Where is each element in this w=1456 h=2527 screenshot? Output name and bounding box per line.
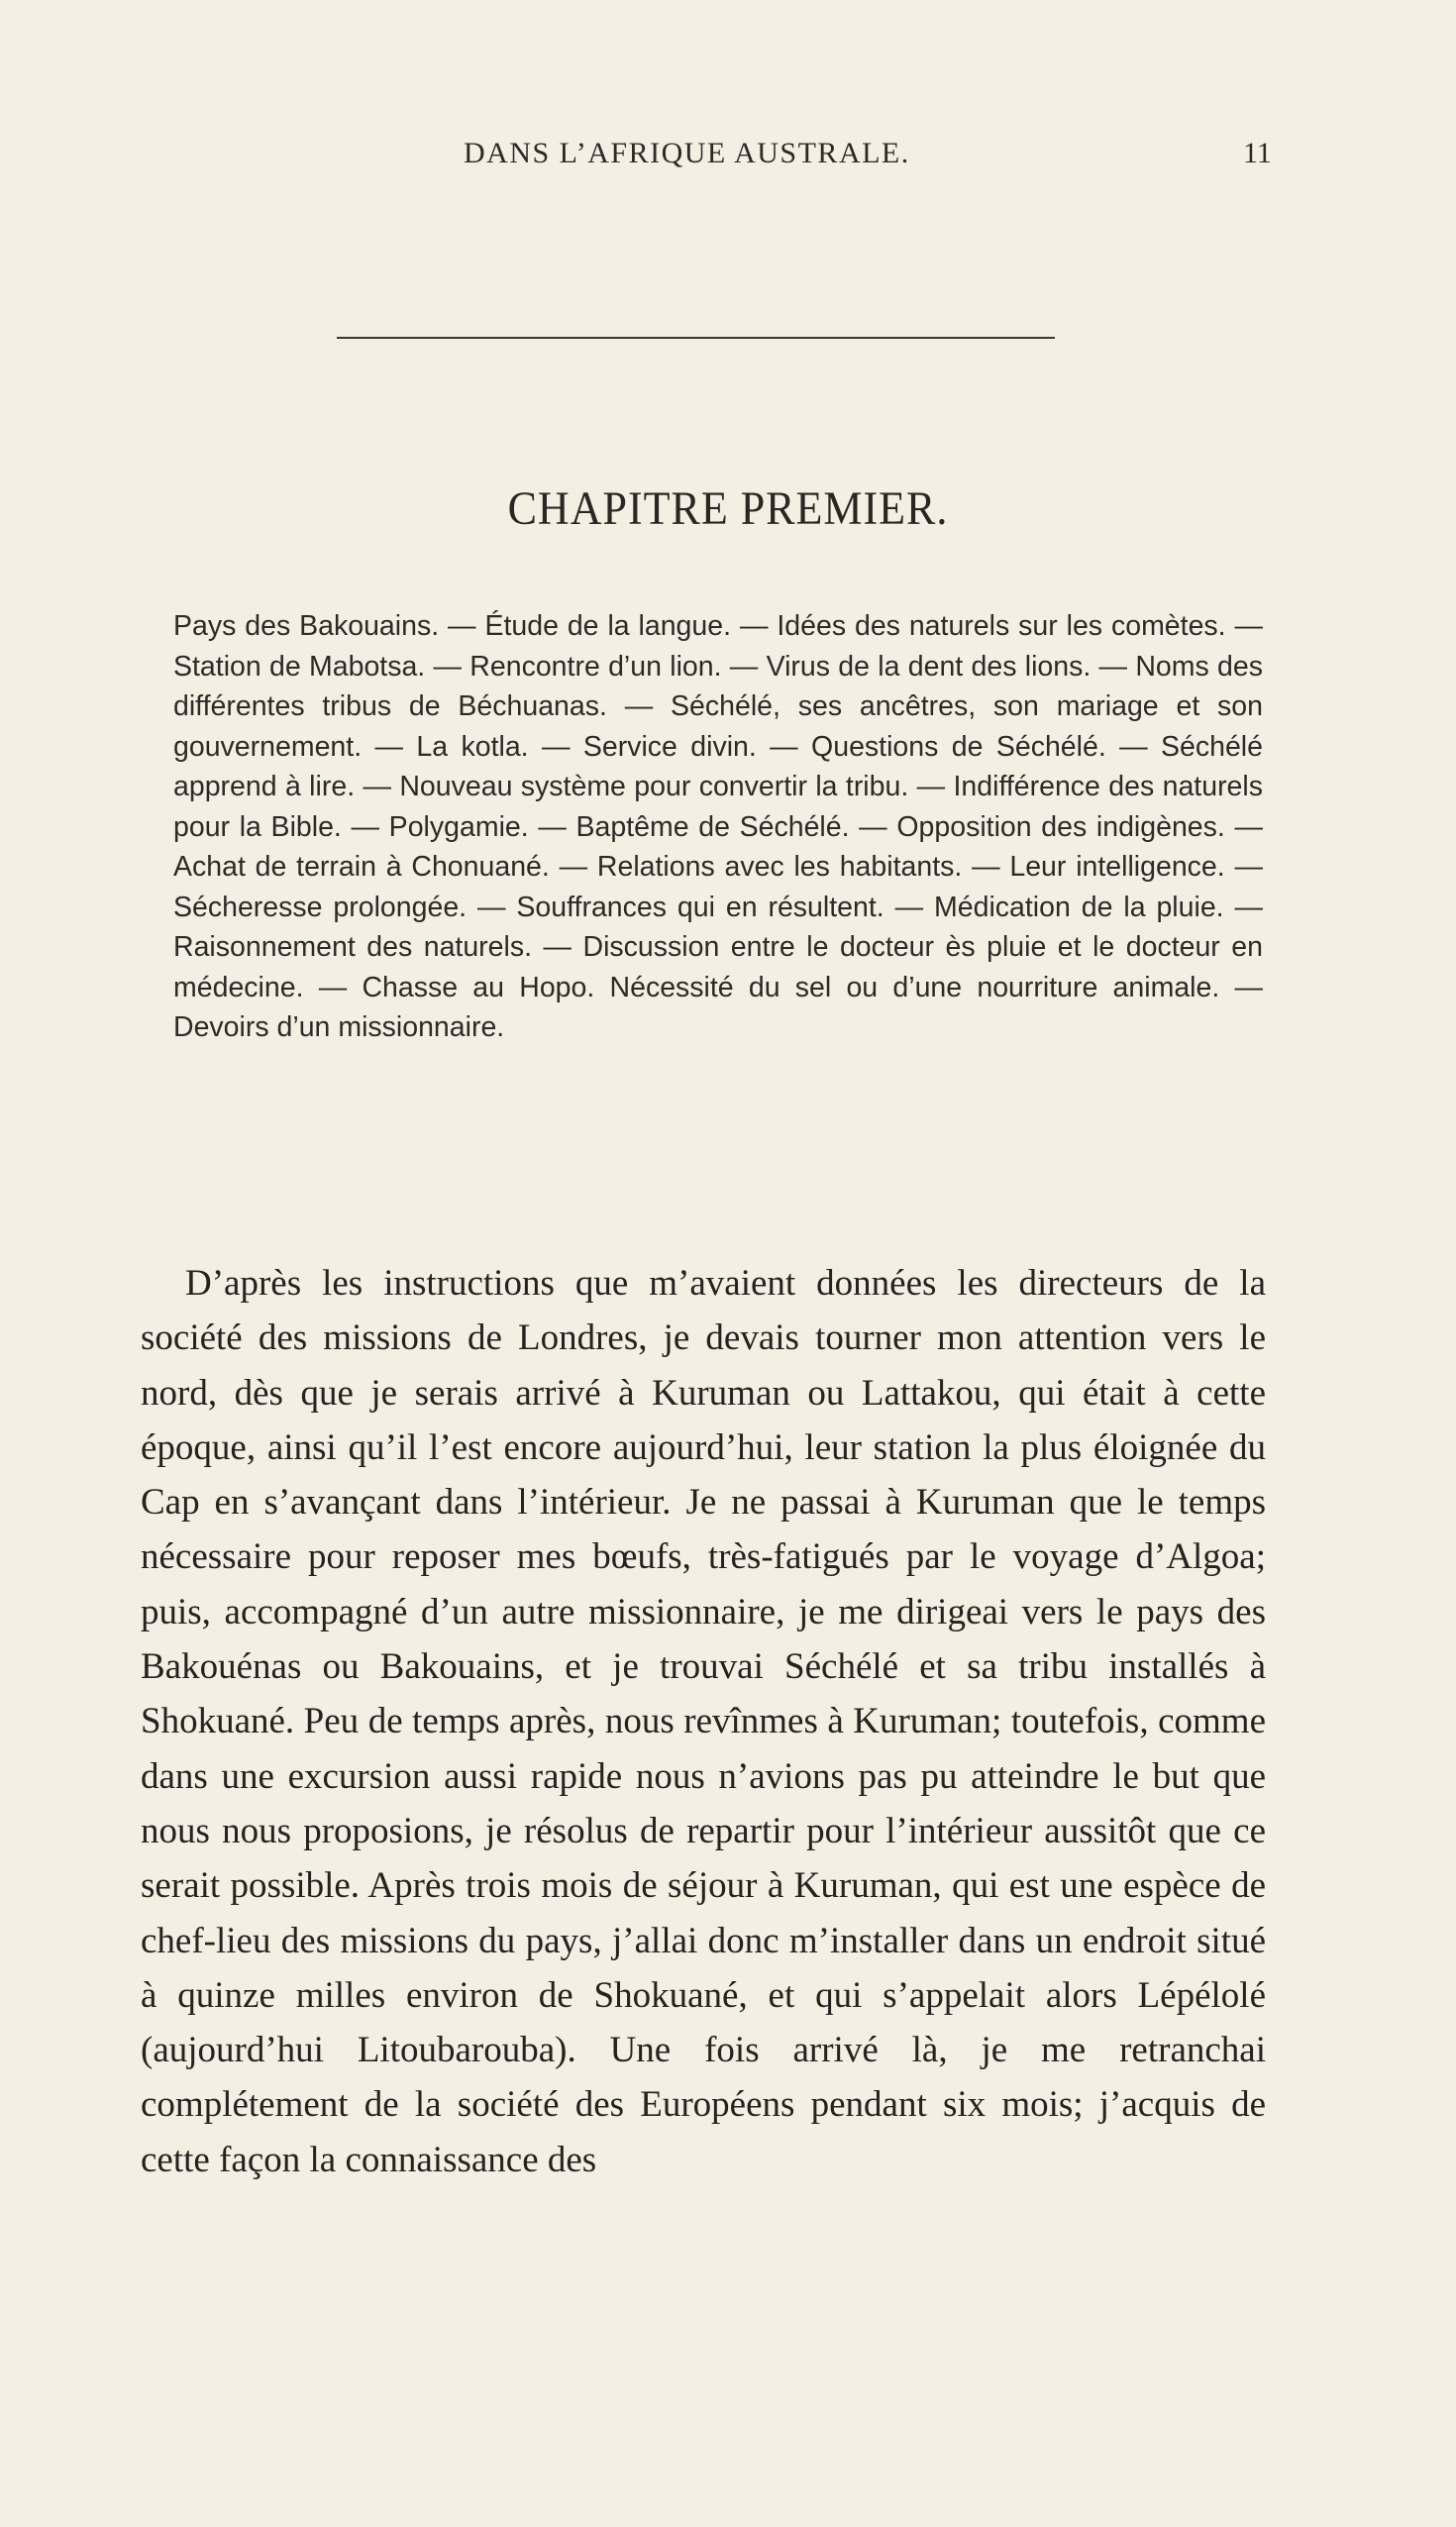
running-head — [0, 137, 1456, 196]
chapter-title: CHAPITRE PREMIER. — [507, 482, 949, 535]
chapter-summary: Pays des Bakouains. — Étude de la langue. — Idées des naturels sur les comètes. — Station de Mabotsa. — Rencontre d’un lion. — Virus de la dent des lions. — Noms des différentes tribus de Béchuanas. — Séchélé, ses ancêtres, son mariage et son gouvernement. — La kotla. — Service divin. — Questions de Séchélé. — Séchélé apprend à lire. — Nouveau système pour convertir la tribu. — Indifférence des naturels pour la Bible. — Polygamie. — Baptême de Séchélé. — Opposition des indigènes. — Achat de terrain à Chonuané. — Relations avec les habitants. — Leur intelligence. — Sécheresse prolongée. — Souffrances qui en résultent. — Médication de la pluie. — Raisonnement des naturels. — Discussion entre le docteur ès pluie et le docteur en médecine. — Chasse au Hopo. Nécessité du sel ou d’une nourriture animale. — Devoirs d’un missionnaire. — [173, 610, 1263, 1043]
body-paragraph: D’après les instructions que m’avaient données les directeurs de la société des missions de Londres, je devais tourner mon attention vers le nord, dès que je serais arrivé à Kuruman ou Lattakou, qui était à cette époque, ainsi qu’il l’est encore aujourd’hui, leur station la plus éloignée du Cap en s’avançant dans l’intérieur. Je ne passai à Kuruman que le temps nécessaire pour reposer mes bœufs, très-fatigués par le voyage d’Algoa; puis, accompagné d’un autre missionnaire, je me dirigeai vers le pays des Bakouénas ou Bakouains, et je trouvai Séchélé et sa tribu installés à Shokuané. Peu de temps après, nous revînmes à Kuruman; toutefois, comme dans une excursion aussi rapide nous n’avions pas pu atteindre le but que nous nous proposions, je résolus de repartir pour l’intérieur aussitôt que ce serait possible. Après trois mois de séjour à Kuruman, qui est une espèce de chef-lieu des missions du pays, j’allai donc m’installer dans un endroit situé à quinze milles environ de Shokuané, et qui s’appelait alors Lépélolé (aujourd’hui Litoubarouba). Une fois arrivé là, je me retranchai complétement de la société des Européens pendant six mois; j’acquis de cette façon la connaissance des — [141, 1263, 1266, 2180]
running-title: DANS L’AFRIQUE AUSTRALE. — [464, 137, 910, 169]
chapter-separator-rule — [337, 337, 1055, 339]
page-number: 11 — [1243, 137, 1272, 169]
